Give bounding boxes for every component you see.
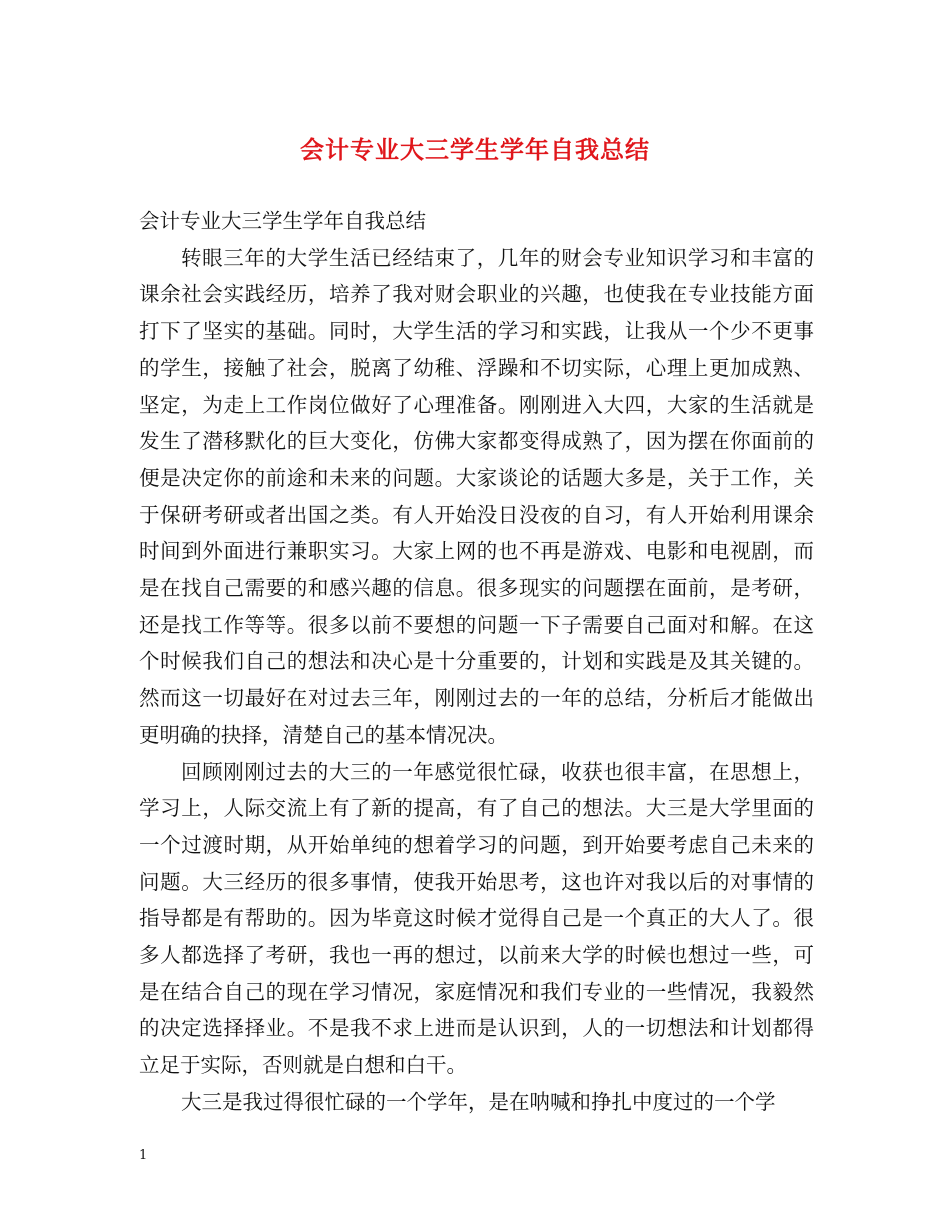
paragraph-3: 大三是我过得很忙碌的一个学年，是在呐喊和挣扎中度过的一个学 xyxy=(181,1089,776,1114)
paragraph-2: 回顾刚刚过去的大三的一年感觉很忙碌，收获也很丰富，在思想上，学习上，人际交流上有了新的提高，有了自己的想法。大三是大学里面的一个过渡时期，从开始单纯的想着学习的问题，到开始要考虑自己未来的问题。大三经历的很多事情，使我开始思考，这也许对我以后的对事情的指导都是有帮助的。因为毕竟这时候才觉得自己是一个真正的大人了。很多人都选择了考研，我也一再的想过，以前来大学的时候也想过一些，可是在结合自己的现在学习情况，家庭情况和我们专业的一些情况，我毅然的决定选择择业。不是我不求上进而是认识到，人的一切想法和计划都得立足于实际，否则就是白想和白干。 xyxy=(139,759,814,1078)
document-body xyxy=(139,203,814,1121)
document-subtitle: 会计专业大三学生学年自我总结 xyxy=(139,209,426,233)
page-number: 1 xyxy=(139,1148,148,1163)
document-title: 会计专业大三学生学年自我总结 xyxy=(300,135,650,164)
paragraph-1: 转眼三年的大学生活已经结束了，几年的财会专业知识学习和丰富的课余社会实践经历，培养了我对财会职业的兴趣，也使我在专业技能方面打下了坚实的基础。同时，大学生活的学习和实践，让我从一个少不更事的学生，接触了社会，脱离了幼稚、浮躁和不切实际，心理上更加成熟、坚定，为走上工作岗位做好了心理准备。刚刚进入大四，大家的生活就是发生了潜移默化的巨大变化，仿佛大家都变得成熟了，因为摆在你面前的便是决定你的前途和未来的问题。大家谈论的话题大多是，关于工作，关于保研考研或者出国之类。有人开始没日没夜的自习，有人开始利用课余时间到外面进行兼职实习。大家上网的也不再是游戏、电影和电视剧，而是在找自己需要的和感兴趣的信息。很多现实的问题摆在面前，是考研，还是找工作等等。很多以前不要想的问题一下子需要自己面对和解。在这个时候我们自己的想法和决心是十分重要的，计划和实践是及其关键的。然而这一切最好在对过去三年，刚刚过去的一年的总结，分析后才能做出更明确的抉择，清楚自己的基本情况决。 xyxy=(139,245,814,747)
